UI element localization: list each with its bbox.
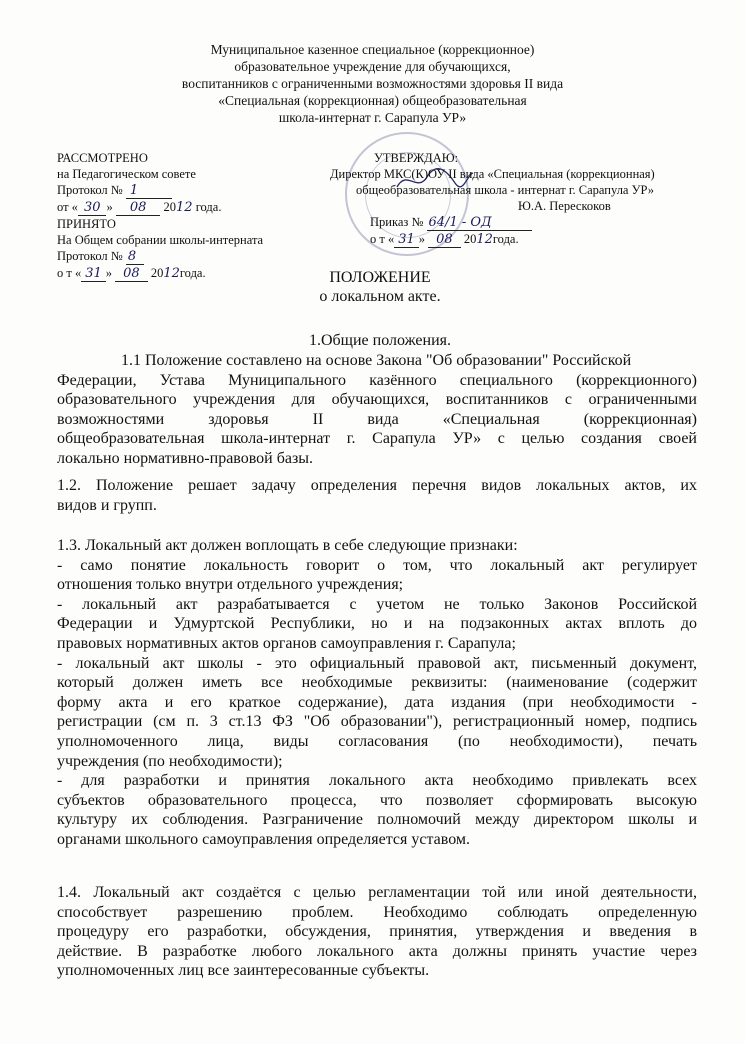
text-line: 1.3. Локальный акт должен воплощать в себе следующие признаки: [57, 537, 518, 554]
protocol-1-number: 1 [126, 183, 172, 199]
header-line: Муниципальное казенное специальное (коррекционное) [210, 42, 535, 57]
approve-label: УТВЕРЖДАЮ: [374, 151, 459, 165]
text-line: - локальный акт школы - это официальный правовой акт, письменный документ, [57, 654, 697, 672]
text-line: отношения только внутри отдельного учреждения; [57, 576, 404, 594]
text-line: учреждения (по необходимости); [57, 752, 283, 770]
text-line: общеобразовательная школа-интернат г. Сарапула УР» с целью создания своей [57, 430, 697, 448]
paragraph-1-3 [57, 536, 697, 850]
text-line: Федерации, Устава Муниципального казённого специального (коррекционного) [57, 371, 697, 389]
considered-label: РАССМОТРЕНО [57, 151, 148, 165]
section-title: 1.Общие положения. [308, 332, 452, 349]
text-line: действие. В разработке любого локального акта должны принять участие через [57, 942, 697, 960]
document-title [0, 268, 745, 306]
protocol-2-number: 8 [126, 249, 144, 265]
council-label: на Педагогическом совете [57, 167, 196, 181]
protocol-1: Протокол № 1 [57, 182, 263, 199]
institution-header [0, 41, 745, 126]
text-line: образовательного учреждения для обучающихся, воспитанников с ограниченными [57, 391, 697, 409]
left-approval-block [57, 150, 263, 282]
protocol-2: Протокол № 8 [57, 248, 263, 265]
text-line: локально нормативно-правовой базы. [57, 449, 314, 467]
text-line: регистрации (см п. 3 ст.13 ФЗ "Об образовании"), регистрационный номер, подпись [57, 713, 697, 731]
text-line: культуру их соблюдения. Разграничение полномочий между директором школы и [57, 811, 697, 829]
header-line: «Специальная (коррекционная) общеобразовательная [218, 93, 527, 108]
text-line: видов и групп. [57, 496, 157, 514]
text-line: - для разработки и принятия локального акта необходимо привлекать всех [57, 772, 697, 790]
paragraph-1-1 [57, 351, 697, 469]
paragraph-1-2 [57, 476, 697, 515]
text-line: который должен иметь все необходимые реквизиты: (наименование (содержит [57, 674, 697, 692]
text-line: уполномоченного лица, виды согласования (по необходимости), печать [57, 732, 697, 750]
text-line: правовых нормативных актов органов самоуправления г. Сарапула; [57, 634, 516, 652]
text-line: органами школьного самоуправления определяется уставом. [57, 830, 471, 848]
text-line: 1.4. Локальный акт создаётся с целью регламентации той или иной деятельности, [57, 884, 697, 901]
date-2: о т « 31 » 08 2012года. [57, 266, 206, 281]
header-line: школа-интернат г. Сарапула УР» [278, 110, 467, 125]
text-line: процедуру его разработки, обсуждения, принятия, утверждения и введения в [57, 923, 697, 941]
text-line: Федерации и Удмуртской Республики, но и на подзаконных актах вплоть до [57, 615, 697, 633]
title-sub: о локальном акте. [319, 288, 441, 305]
order-number: Приказ № 64/1 - ОД [330, 214, 655, 231]
paragraph-1-4 [57, 883, 697, 981]
general-meeting-label: На Общем собрании школы-интерната [57, 233, 264, 247]
title-main: ПОЛОЖЕНИЕ [329, 269, 431, 286]
text-line: субъектов образовательного процесса, что позволяет сформировать высокую [57, 791, 697, 809]
order-date: о т « 31 » 08 2012года. [370, 232, 519, 247]
text-line: 1.1 Положение составлено на основе Закона "Об образовании" Российской [121, 352, 632, 369]
director-name: Ю.А. Перескоков [518, 199, 611, 213]
accepted-label: ПРИНЯТО [57, 217, 116, 231]
header-line: образовательное учреждение для обучающихся, [234, 59, 511, 74]
text-line: - само понятие локальность говорит о том, что локальный акт регулирует [57, 556, 697, 574]
header-line: воспитанников с ограниченными возможностями здоровья II вида [181, 76, 564, 91]
text-line: уполномоченных лиц все заинтересованные субъекты. [57, 962, 430, 980]
text-line: 1.2. Положение решает задачу определения перечня видов локальных актов, их [57, 477, 697, 494]
date-1: от « 30 » 08 2012 года. [57, 200, 222, 215]
text-line: форму акта и его краткое содержание), дата издания (при необходимости - [57, 693, 697, 711]
text-line: способствует разрешению проблем. Необходимо соблюдать определенную [57, 903, 697, 921]
director-line-1: Директор МКС(К)ОУ II вида «Специальная (коррекционная) [330, 167, 655, 181]
right-approval-block [330, 150, 655, 248]
text-line: - локальный акт разрабатывается с учетом не только Законов Российской [57, 595, 697, 613]
text-line: возможностями здоровья II вида «Специальная (коррекционная) [57, 410, 697, 428]
director-line-2: общеобразовательная школа - интернат г. Сарапула УР» [356, 183, 654, 197]
